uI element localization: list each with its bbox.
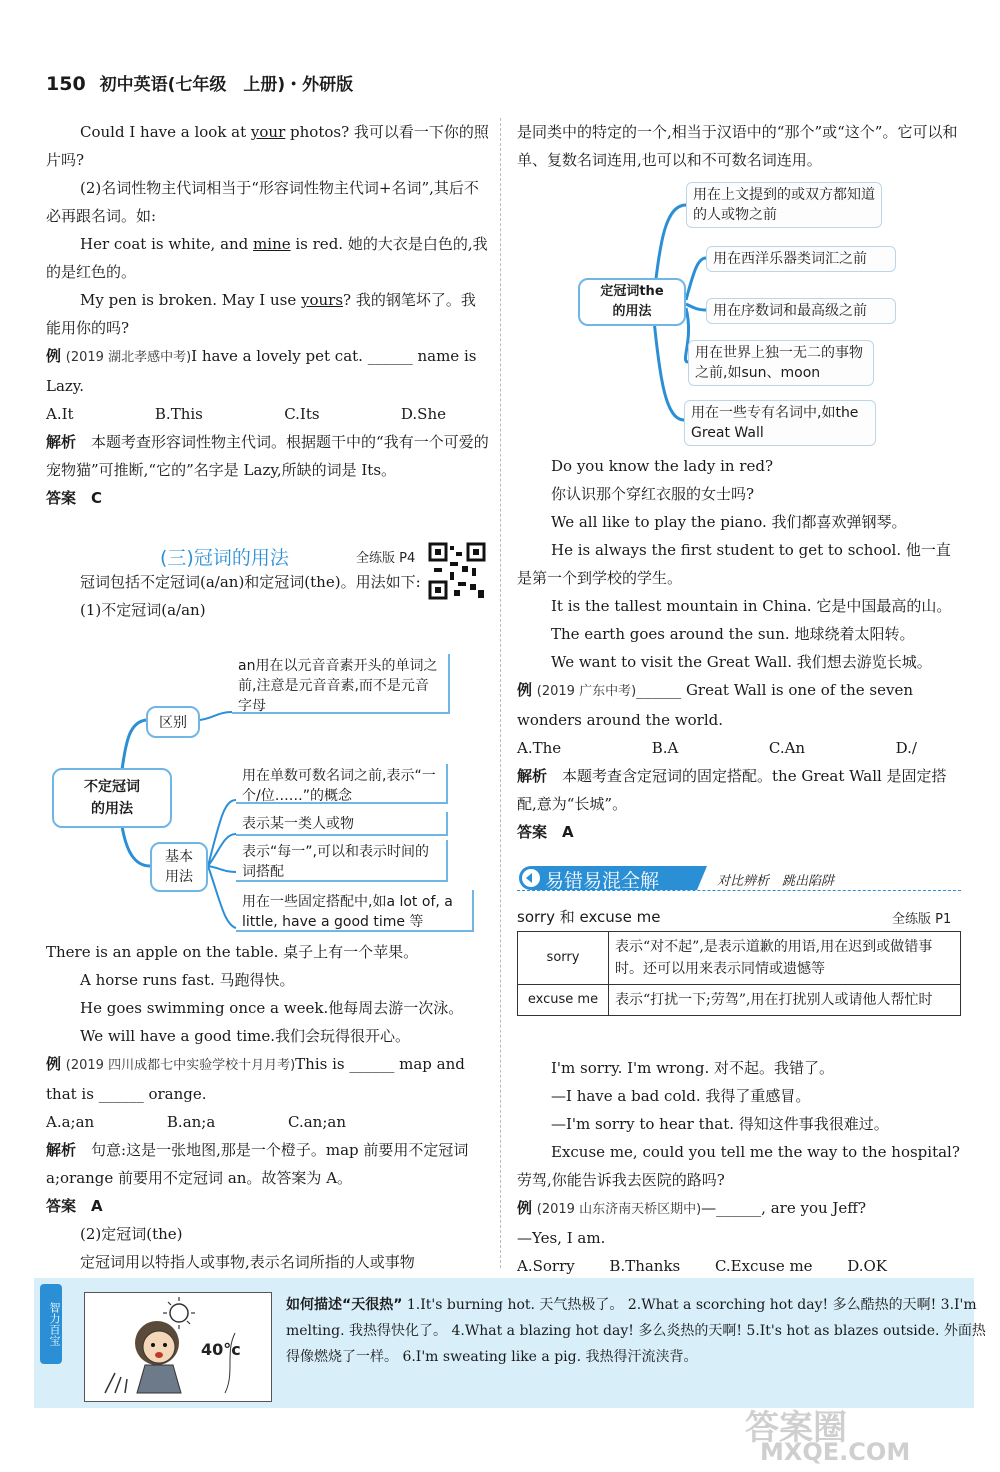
banner-subtitle: 对比辨析 跳出陷阱: [717, 874, 835, 889]
right-column-2: [517, 452, 961, 846]
sentence-lady: Do you know the lady in red?: [551, 457, 773, 475]
sentence-apple: There is an apple on the table. 桌子上有一个苹果。: [46, 943, 419, 961]
sentence-piano: We all like to play the piano. 我们都喜欢弹钢琴。: [551, 513, 907, 531]
tip-text: [286, 1292, 986, 1370]
rule-possessive-pronoun: (2)名词性物主代词相当于“形容词性物主代词+名词”,其后不必再跟名词。如:: [46, 179, 479, 225]
example-mine: Her coat is white, and mine is red. 她的大衣是白色的,我的是红色的。: [46, 235, 488, 281]
sentence-earth: The earth goes around the sun. 地球绕着太阳转。: [551, 625, 915, 643]
mindmap-2-leaf-instruments: 用在西洋乐器类词汇之前: [706, 246, 896, 272]
analysis-3: 解析 本题考查含定冠词的固定搭配。the Great Wall 是固定搭配,意为“长城”。: [517, 767, 947, 813]
exercise-4-options: A.Sorry B.Thanks C.Excuse me D.OK: [517, 1257, 887, 1275]
confusion-banner: [517, 862, 961, 892]
mindmap-1-leaf-fixed: 用在一些固定搭配中,如a lot of, a little, have a good time 等: [236, 890, 474, 932]
sentence-tallest: It is the tallest mountain in China. 它是中国最高的山。: [551, 597, 952, 615]
right-column-3: [517, 1054, 961, 1280]
exercise-4: 例 (2019 山东济南天桥区期中)—______, are you Jeff?: [517, 1199, 866, 1217]
mindmap-1-branch-difference: 区别: [146, 706, 200, 738]
exercise-3: 例 (2019 广东中考)______ Great Wall is one of the seven wonders around the world.: [517, 681, 913, 729]
analysis-2: 解析 句意:这是一张地图,那是一个橙子。map 前要用不定冠词 a;orange 前要用不定冠词 an。故答案为 A。: [46, 1141, 469, 1187]
sentence-good-time: We will have a good time.我们会玩得很开心。: [80, 1027, 411, 1045]
articles-intro: 冠词包括不定冠词(a/an)和定冠词(the)。用法如下:: [80, 573, 421, 591]
table-row: [518, 932, 961, 985]
mindmap-1-center: 不定冠词 的用法: [52, 768, 172, 828]
mindmap-2-leaf-ordinal: 用在序数词和最高级之前: [706, 298, 896, 324]
example-yours: My pen is broken. May I use yours? 我的钢笔坏了。我能用你的吗?: [46, 291, 476, 337]
exercise-2: 例 (2019 四川成都七中实验学校十月月考)This is ______ map and that is ______ orange.: [46, 1055, 465, 1103]
sentence-bad-cold: —I have a bad cold. 我得了重感冒。: [551, 1087, 811, 1105]
table-key: sorry: [518, 932, 609, 985]
table-value: 表示“对不起”,是表示道歉的用语,用在迟到或做错事时。还可以用来表示同情或遗憾等: [609, 932, 961, 985]
tip-side-tab: 智力百宝: [40, 1284, 62, 1364]
exercise-3-options: A.The B.A C.An D./: [517, 739, 917, 757]
sentence-great-wall: We want to visit the Great Wall. 我们想去游览长城。: [551, 653, 932, 671]
compare-ref: 全练版 P1: [892, 912, 952, 927]
definite-article-heading: (2)定冠词(the): [80, 1225, 183, 1243]
table-key: excuse me: [518, 985, 609, 1016]
compare-table: [517, 931, 961, 1016]
table-value: 表示“打扰一下;劳驾”,用在打扰别人或请他人帮忙时: [609, 985, 961, 1016]
exercise-2-options: A.a;an B.an;a C.an;an: [46, 1113, 346, 1131]
sweating-child-icon: [85, 1293, 271, 1401]
sentence-horse: A horse runs fast. 马跑得快。: [80, 971, 295, 989]
mindmap-1-leaf-an: an用在以元音音素开头的单词之前,注意是元音音素,而不是元音字母: [232, 654, 450, 714]
sentence-swimming: He goes swimming once a week.他每周去游一次泳。: [80, 999, 464, 1017]
book-title: 初中英语(七年级 上册)・外研版: [99, 75, 354, 95]
analysis-1: 解析 本题考查形容词性物主代词。根据题干中的“我有一个可爱的宠物猫”可推断,“它的”名字是 Lazy,所缺的词是 Its。: [46, 433, 489, 479]
exercise-1: 例 (2019 湖北孝感中考)I have a lovely pet cat. ______ name is Lazy.: [46, 347, 477, 395]
mindmap-1-leaf-singular: 用在单数可数名词之前,表示“一个/位……”的概念: [236, 764, 448, 804]
exercise-1-options: A.It B.This C.Its D.She: [46, 405, 446, 423]
tip-title: 如何描述“天很热”: [286, 1297, 403, 1313]
answer-3: 答案 A: [517, 823, 574, 841]
mindmap-1-leaf-class: 表示某一类人或物: [236, 812, 448, 836]
sentence-sorry-hear: —I'm sorry to hear that. 得知这件事我很难过。: [551, 1115, 889, 1133]
tip-box: [34, 1278, 986, 1408]
sentence-sorry: I'm sorry. I'm wrong. 对不起。我错了。: [551, 1059, 835, 1077]
answer-1: 答案 C: [46, 489, 103, 507]
mindmap-2-center: 定冠词the 的用法: [578, 278, 686, 326]
watermark-url: MXQE.COM: [760, 1438, 911, 1466]
section-title-articles: (三)冠词的用法: [160, 547, 289, 569]
banner-rule: [517, 890, 961, 891]
compare-title: sorry 和 excuse me: [517, 908, 661, 926]
mindmap-2-leaf-proper: 用在一些专有名词中,如the Great Wall: [684, 400, 876, 446]
tip-body: 1.It's burning hot. 天气热极了。 2.What a scorching hot day! 多么酷热的天啊! 3.I'm melting. 我热得快化了。 4.What a blazing hot day! 多么炎热的天啊! 5.It's hot as blazes outside. 外面热得像燃烧了一样。 6.I'm sweating like a pig. 我热得汗流浃背。: [286, 1297, 986, 1365]
temperature-label: 40°c: [201, 1340, 241, 1359]
mindmap-2-leaf-mentioned: 用在上文提到的或双方都知道的人或物之前: [686, 182, 882, 228]
mindmap-1-branch-usage: 基本 用法: [150, 842, 208, 892]
table-row: [518, 985, 961, 1016]
answer-2: 答案 A: [46, 1197, 103, 1215]
exercise-4-reply: —Yes, I am.: [517, 1229, 606, 1247]
page-number: 150: [46, 73, 86, 95]
watermark-text: 答案圈: [745, 1408, 847, 1448]
example-your: Could I have a look at your photos? 我可以看一下你的照片吗?: [46, 123, 489, 169]
mindmap-2-leaf-unique: 用在世界上独一无二的事物之前,如sun、moon: [688, 340, 874, 386]
mindmap-1-leaf-every: 表示“每一”,可以和表示时间的词搭配: [236, 840, 448, 882]
definite-article-intro: 定冠词用以特指人或事物,表示名词所指的人或事物: [80, 1253, 415, 1271]
sentence-first: He is always the first student to get to school. 他一直是第一个到学校的学生。: [517, 541, 951, 587]
indefinite-article-heading: (1)不定冠词(a/an): [80, 601, 206, 619]
section-ref: 全练版 P4: [356, 551, 416, 566]
sentence-lady-cn: 你认识那个穿红衣服的女士吗?: [551, 485, 755, 503]
banner-title: 易错易混全解: [545, 870, 660, 892]
hot-weather-illustration: [84, 1292, 272, 1402]
definite-article-intro-cont: 是同类中的特定的一个,相当于汉语中的“那个”或“这个”。它可以和单、复数名词连用,也可以和不可数名词连用。: [517, 123, 958, 169]
sentence-excuse-me: Excuse me, could you tell me the way to the hospital? 劳驾,你能告诉我去医院的路吗?: [517, 1143, 960, 1189]
